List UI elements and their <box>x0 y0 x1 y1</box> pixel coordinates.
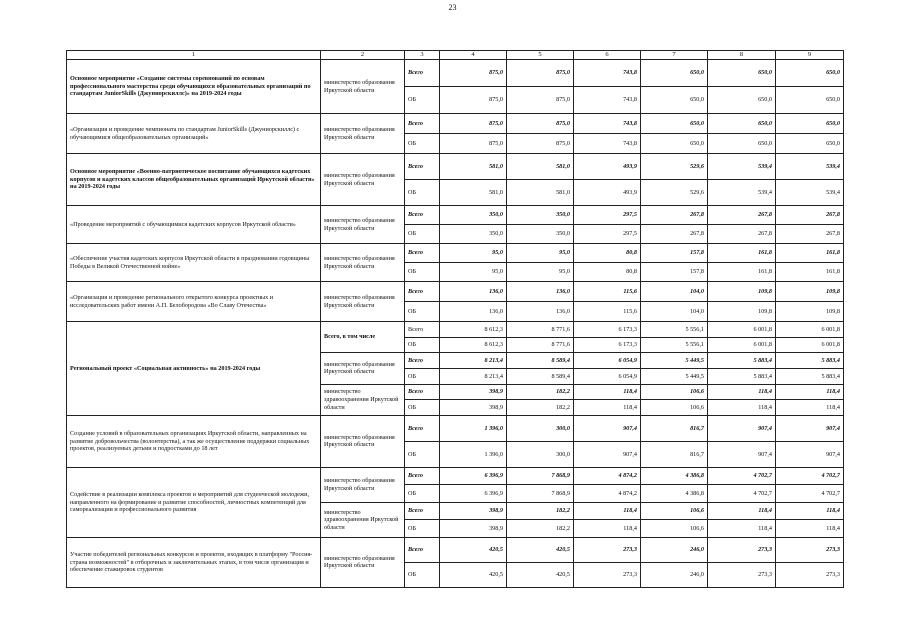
source-ob-label: ОБ <box>405 562 440 587</box>
source-ob-label: ОБ <box>405 180 440 206</box>
table-row <box>67 415 844 441</box>
table-row <box>67 244 844 263</box>
value-cell: 118,4 <box>574 520 641 538</box>
value-cell: 6 001,8 <box>776 322 844 338</box>
source-ob-label: ОБ <box>405 337 440 353</box>
value-cell: 118,4 <box>776 520 844 538</box>
activity-name: Содействие в реализации комплекса проектов и мероприятий для студенческой молодежи, направленного на формирование и развитие способностей, личностных компетенций для самореализации и профессионального развития <box>67 467 321 537</box>
value-cell: 267,8 <box>708 225 776 244</box>
value-cell: 267,8 <box>641 225 708 244</box>
value-cell: 650,0 <box>708 134 776 154</box>
value-cell: 539,4 <box>776 154 844 180</box>
value-cell: 581,0 <box>440 154 507 180</box>
column-number: 1 <box>67 51 321 60</box>
executor-cell: министерство здравоохранения Иркутской области <box>321 502 405 537</box>
executor-cell: министерство образования Иркутской области <box>321 415 405 467</box>
value-cell: 493,9 <box>574 154 641 180</box>
value-cell: 157,8 <box>641 263 708 282</box>
value-cell: 136,0 <box>507 302 574 322</box>
value-cell: 5 883,4 <box>708 368 776 384</box>
value-cell: 4 702,7 <box>708 485 776 503</box>
value-cell: 6 054,9 <box>574 368 641 384</box>
value-cell: 350,0 <box>507 206 574 225</box>
value-cell: 907,4 <box>776 441 844 467</box>
value-cell: 1 396,0 <box>440 441 507 467</box>
source-total-label: Всего <box>405 244 440 263</box>
value-cell: 875,0 <box>440 87 507 114</box>
value-cell: 6 001,8 <box>776 337 844 353</box>
value-cell: 273,3 <box>776 537 844 562</box>
value-cell: 118,4 <box>574 384 641 400</box>
source-total-label: Всего <box>405 114 440 134</box>
value-cell: 420,5 <box>507 562 574 587</box>
source-ob-label: ОБ <box>405 87 440 114</box>
table-row <box>67 322 844 338</box>
value-cell: 246,0 <box>641 562 708 587</box>
value-cell: 106,6 <box>641 502 708 520</box>
value-cell: 907,4 <box>708 441 776 467</box>
value-cell: 1 396,0 <box>440 415 507 441</box>
value-cell: 273,3 <box>708 562 776 587</box>
source-total-label: Всего <box>405 353 440 369</box>
value-cell: 273,3 <box>776 562 844 587</box>
value-cell: 350,0 <box>440 206 507 225</box>
value-cell: 875,0 <box>507 134 574 154</box>
value-cell: 6 054,9 <box>574 353 641 369</box>
value-cell: 109,8 <box>708 302 776 322</box>
value-cell: 161,8 <box>708 244 776 263</box>
value-cell: 95,0 <box>507 263 574 282</box>
value-cell: 8 589,4 <box>507 353 574 369</box>
executor-cell: министерство образования Иркутской области <box>321 282 405 322</box>
value-cell: 650,0 <box>641 134 708 154</box>
value-cell: 106,6 <box>641 384 708 400</box>
table-row <box>67 206 844 225</box>
value-cell: 8 589,4 <box>507 368 574 384</box>
value-cell: 875,0 <box>440 134 507 154</box>
value-cell: 6 173,3 <box>574 322 641 338</box>
value-cell: 246,0 <box>641 537 708 562</box>
value-cell: 650,0 <box>641 87 708 114</box>
value-cell: 6 396,9 <box>440 485 507 503</box>
value-cell: 161,8 <box>776 263 844 282</box>
executor-cell: министерство здравоохранения Иркутской области <box>321 384 405 415</box>
value-cell: 80,8 <box>574 244 641 263</box>
value-cell: 7 868,9 <box>507 485 574 503</box>
source-total-label: Всего <box>405 467 440 485</box>
value-cell: 118,4 <box>776 384 844 400</box>
value-cell: 398,9 <box>440 520 507 538</box>
column-number: 3 <box>405 51 440 60</box>
value-cell: 267,8 <box>641 206 708 225</box>
column-number: 4 <box>440 51 507 60</box>
source-ob-label: ОБ <box>405 400 440 416</box>
executor-cell: Всего, в том числе <box>321 322 405 353</box>
source-total-label: Всего <box>405 282 440 302</box>
value-cell: 581,0 <box>507 180 574 206</box>
value-cell: 182,2 <box>507 502 574 520</box>
value-cell: 8 771,6 <box>507 337 574 353</box>
activity-name: Создание условий в образовательных организациях Иркутской области, направленных на развитие добровольчества (волонтерства), а так же осуществление поддержки социальных проектов, реализуемых детьми и подростками до 18 лет <box>67 415 321 467</box>
source-total-label: Всего <box>405 415 440 441</box>
column-number: 2 <box>321 51 405 60</box>
value-cell: 539,4 <box>708 154 776 180</box>
value-cell: 136,0 <box>507 282 574 302</box>
value-cell: 5 556,1 <box>641 322 708 338</box>
value-cell: 5 883,4 <box>708 353 776 369</box>
value-cell: 350,0 <box>507 225 574 244</box>
value-cell: 118,4 <box>708 400 776 416</box>
value-cell: 581,0 <box>440 180 507 206</box>
value-cell: 157,8 <box>641 244 708 263</box>
activity-name: «Проведение мероприятий с обучающимися кадетских корпусов Иркутской области» <box>67 206 321 244</box>
value-cell: 4 386,8 <box>641 467 708 485</box>
value-cell: 5 556,1 <box>641 337 708 353</box>
table-row <box>67 282 844 302</box>
value-cell: 182,2 <box>507 520 574 538</box>
executor-cell: министерство образования Иркутской области <box>321 244 405 282</box>
value-cell: 907,4 <box>776 415 844 441</box>
value-cell: 650,0 <box>776 60 844 87</box>
value-cell: 118,4 <box>776 400 844 416</box>
value-cell: 6 001,8 <box>708 322 776 338</box>
value-cell: 907,4 <box>574 441 641 467</box>
value-cell: 106,6 <box>641 520 708 538</box>
executor-cell: министерство образования Иркутской области <box>321 114 405 154</box>
source-total-label: Всего <box>405 322 440 338</box>
value-cell: 136,0 <box>440 282 507 302</box>
value-cell: 398,9 <box>440 502 507 520</box>
value-cell: 118,4 <box>708 384 776 400</box>
value-cell: 4 386,8 <box>641 485 708 503</box>
source-ob-label: ОБ <box>405 263 440 282</box>
value-cell: 6 173,3 <box>574 337 641 353</box>
value-cell: 816,7 <box>641 415 708 441</box>
budget-table <box>66 50 844 588</box>
value-cell: 5 883,4 <box>776 368 844 384</box>
value-cell: 182,2 <box>507 400 574 416</box>
column-number: 5 <box>507 51 574 60</box>
source-ob-label: ОБ <box>405 441 440 467</box>
activity-name: «Обеспечение участия кадетских корпусов Иркутской области в праздновании годовщины Победы в Великой Отечественной войне» <box>67 244 321 282</box>
value-cell: 273,3 <box>574 537 641 562</box>
value-cell: 529,6 <box>641 154 708 180</box>
value-cell: 4 702,7 <box>776 467 844 485</box>
value-cell: 267,8 <box>776 206 844 225</box>
source-ob-label: ОБ <box>405 302 440 322</box>
value-cell: 650,0 <box>776 87 844 114</box>
activity-name: «Организация и проведение чемпионата по стандартам JuniorSkills (Джуниорскиллс) с обучающимися общеобразовательных организаций» <box>67 114 321 154</box>
executor-cell: министерство образования Иркутской области <box>321 60 405 114</box>
value-cell: 80,8 <box>574 263 641 282</box>
value-cell: 109,8 <box>776 302 844 322</box>
value-cell: 297,5 <box>574 225 641 244</box>
value-cell: 539,4 <box>708 180 776 206</box>
value-cell: 8 612,3 <box>440 337 507 353</box>
executor-cell: министерство образования Иркутской области <box>321 206 405 244</box>
value-cell: 300,0 <box>507 441 574 467</box>
value-cell: 4 702,7 <box>776 485 844 503</box>
value-cell: 182,2 <box>507 384 574 400</box>
table-row <box>67 114 844 134</box>
value-cell: 7 868,9 <box>507 467 574 485</box>
value-cell: 115,6 <box>574 302 641 322</box>
value-cell: 650,0 <box>641 114 708 134</box>
value-cell: 297,5 <box>574 206 641 225</box>
activity-name: Основное мероприятие «Создание системы соревнований по основам профессионального мастерства среди обучающихся образовательных организаций по стандартам JuniorSkills (Джуниорскиллс)» на 2019-2024 годы <box>67 60 321 114</box>
value-cell: 650,0 <box>776 134 844 154</box>
value-cell: 907,4 <box>708 415 776 441</box>
executor-cell: министерство образования Иркутской области <box>321 353 405 384</box>
value-cell: 8 213,4 <box>440 368 507 384</box>
value-cell: 300,0 <box>507 415 574 441</box>
source-ob-label: ОБ <box>405 134 440 154</box>
value-cell: 875,0 <box>507 87 574 114</box>
source-ob-label: ОБ <box>405 368 440 384</box>
value-cell: 8 771,6 <box>507 322 574 338</box>
value-cell: 4 874,2 <box>574 485 641 503</box>
table-row <box>67 467 844 485</box>
table-row <box>67 154 844 180</box>
value-cell: 161,8 <box>708 263 776 282</box>
value-cell: 6 001,8 <box>708 337 776 353</box>
source-ob-label: ОБ <box>405 520 440 538</box>
value-cell: 743,8 <box>574 114 641 134</box>
value-cell: 95,0 <box>440 263 507 282</box>
source-total-label: Всего <box>405 537 440 562</box>
value-cell: 104,0 <box>641 282 708 302</box>
value-cell: 875,0 <box>440 60 507 87</box>
source-total-label: Всего <box>405 154 440 180</box>
value-cell: 115,6 <box>574 282 641 302</box>
value-cell: 4 874,2 <box>574 467 641 485</box>
table-row <box>67 60 844 87</box>
value-cell: 650,0 <box>708 87 776 114</box>
value-cell: 95,0 <box>507 244 574 263</box>
value-cell: 118,4 <box>574 400 641 416</box>
value-cell: 420,5 <box>440 537 507 562</box>
value-cell: 875,0 <box>440 114 507 134</box>
value-cell: 398,9 <box>440 400 507 416</box>
value-cell: 8 213,4 <box>440 353 507 369</box>
value-cell: 650,0 <box>708 114 776 134</box>
value-cell: 398,9 <box>440 384 507 400</box>
value-cell: 6 396,9 <box>440 467 507 485</box>
executor-cell: министерство образования Иркутской области <box>321 537 405 587</box>
value-cell: 136,0 <box>440 302 507 322</box>
source-ob-label: ОБ <box>405 485 440 503</box>
activity-name: Участие победителей региональных конкурсов и проектов, входящих в платформу "Россия- страна возможностей" в отборочных и заключительных этапах, в том числе организация и обеспечение стажировок студентов <box>67 537 321 587</box>
value-cell: 118,4 <box>776 502 844 520</box>
value-cell: 109,8 <box>708 282 776 302</box>
value-cell: 650,0 <box>776 114 844 134</box>
column-number-row <box>67 51 844 60</box>
value-cell: 581,0 <box>507 154 574 180</box>
value-cell: 109,8 <box>776 282 844 302</box>
value-cell: 875,0 <box>507 114 574 134</box>
value-cell: 5 449,5 <box>641 368 708 384</box>
value-cell: 267,8 <box>708 206 776 225</box>
activity-name: Основное мероприятие «Военно-патриотическое воспитание обучающихся кадетских корпусов и кадетских классов общеобразовательных организаций Иркутской области» на 2019-2024 годы <box>67 154 321 206</box>
column-number: 7 <box>641 51 708 60</box>
value-cell: 493,9 <box>574 180 641 206</box>
column-number: 6 <box>574 51 641 60</box>
source-total-label: Всего <box>405 384 440 400</box>
value-cell: 529,6 <box>641 180 708 206</box>
value-cell: 350,0 <box>440 225 507 244</box>
value-cell: 4 702,7 <box>708 467 776 485</box>
value-cell: 907,4 <box>574 415 641 441</box>
value-cell: 106,6 <box>641 400 708 416</box>
value-cell: 816,7 <box>641 441 708 467</box>
value-cell: 118,4 <box>708 502 776 520</box>
value-cell: 104,0 <box>641 302 708 322</box>
value-cell: 539,4 <box>776 180 844 206</box>
value-cell: 5 449,5 <box>641 353 708 369</box>
value-cell: 118,4 <box>708 520 776 538</box>
column-number: 8 <box>708 51 776 60</box>
page-number: 23 <box>448 3 457 12</box>
activity-name: «Организация и проведение регионального открытого конкурса проектных и исследовательских работ имени А.П. Белобородова «Во Славу Отечества» <box>67 282 321 322</box>
source-ob-label: ОБ <box>405 225 440 244</box>
activity-name: Региональный проект «Социальная активность» на 2019-2024 годы <box>67 322 321 416</box>
value-cell: 743,8 <box>574 87 641 114</box>
table-row <box>67 537 844 562</box>
column-number: 9 <box>776 51 844 60</box>
value-cell: 273,3 <box>574 562 641 587</box>
executor-cell: министерство образования Иркутской области <box>321 467 405 502</box>
value-cell: 8 612,3 <box>440 322 507 338</box>
source-total-label: Всего <box>405 502 440 520</box>
value-cell: 5 883,4 <box>776 353 844 369</box>
value-cell: 273,3 <box>708 537 776 562</box>
value-cell: 743,8 <box>574 134 641 154</box>
value-cell: 95,0 <box>440 244 507 263</box>
value-cell: 267,8 <box>776 225 844 244</box>
source-total-label: Всего <box>405 60 440 87</box>
value-cell: 118,4 <box>574 502 641 520</box>
value-cell: 875,0 <box>507 60 574 87</box>
source-total-label: Всего <box>405 206 440 225</box>
value-cell: 650,0 <box>641 60 708 87</box>
value-cell: 420,5 <box>507 537 574 562</box>
executor-cell: министерство образования Иркутской области <box>321 154 405 206</box>
value-cell: 420,5 <box>440 562 507 587</box>
value-cell: 743,8 <box>574 60 641 87</box>
value-cell: 161,8 <box>776 244 844 263</box>
value-cell: 650,0 <box>708 60 776 87</box>
